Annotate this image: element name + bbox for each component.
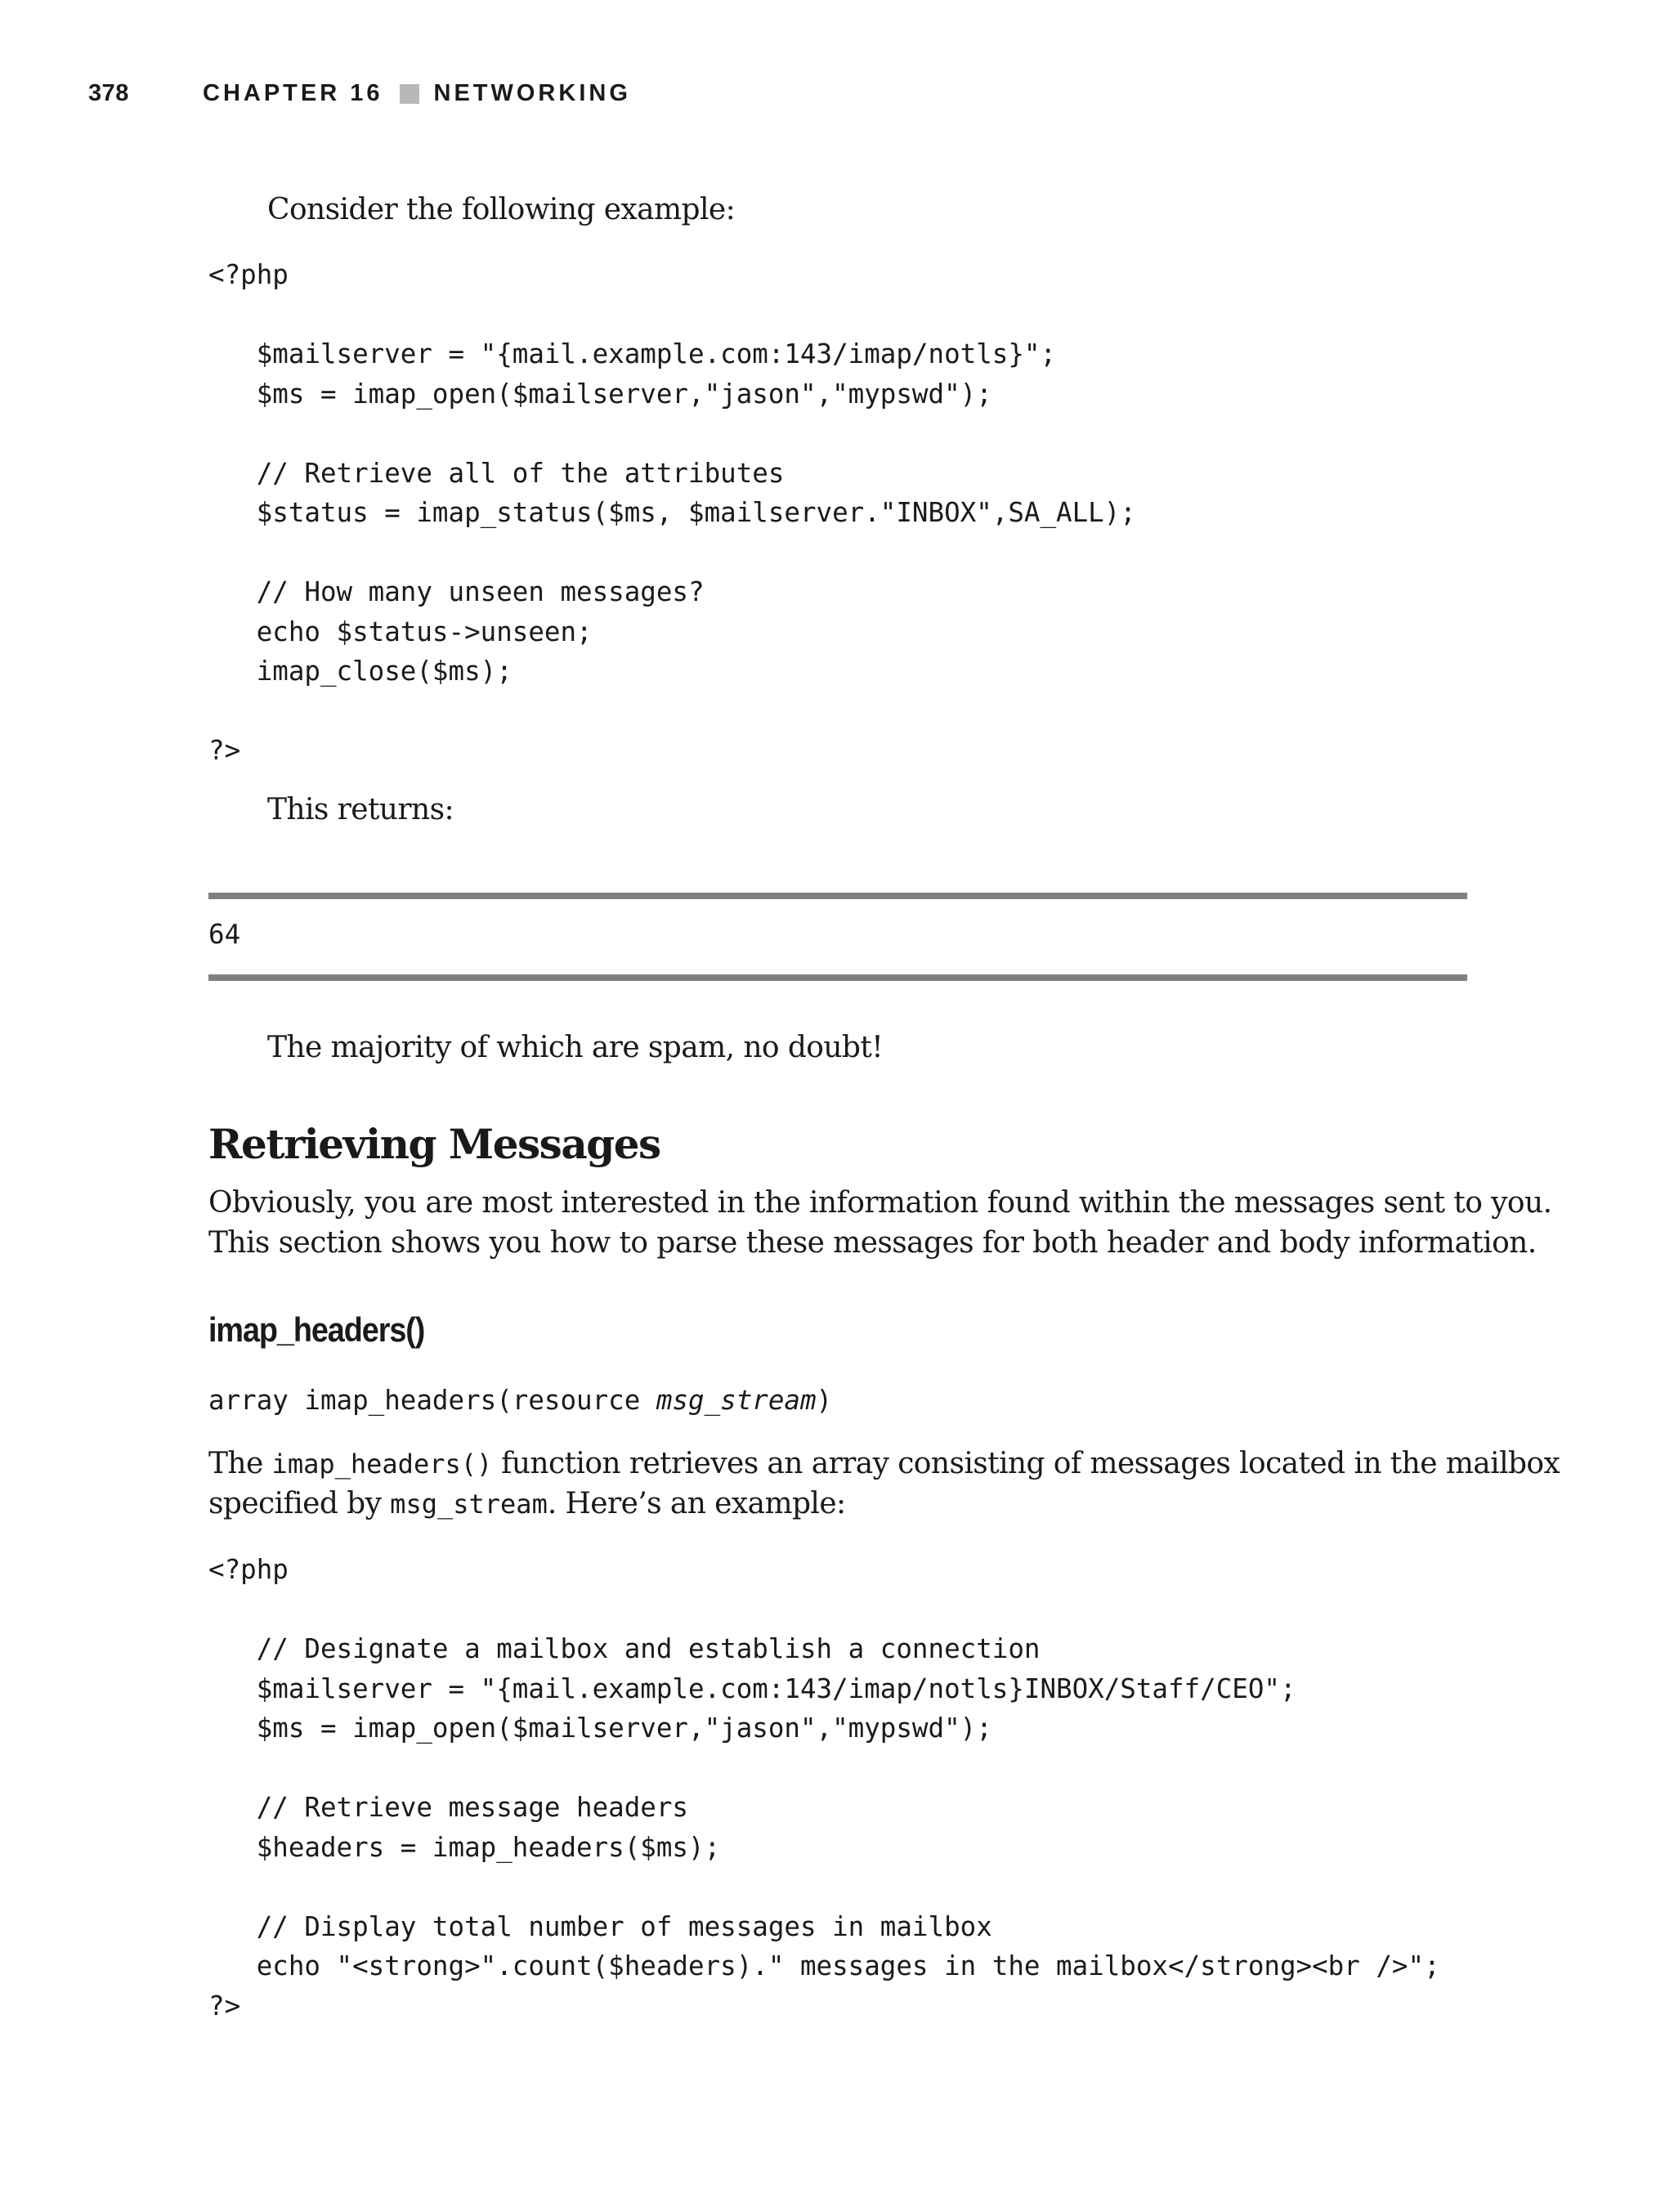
code-line: // Retrieve message headers (208, 1792, 688, 1823)
code-line: $ms = imap_open($mailserver,"jason","mypswd"); (208, 378, 992, 410)
code-line: ?> (208, 1990, 241, 2022)
desc-text: . Here’s an example: (547, 1487, 846, 1520)
signature-suffix: ) (816, 1385, 833, 1416)
signature-prefix: array imap_headers(resource (208, 1385, 656, 1416)
function-heading: imap_headers() (208, 1310, 425, 1349)
code-line: // How many unseen messages? (208, 576, 705, 607)
output-value: 64 (208, 919, 241, 950)
square-separator-icon (400, 84, 419, 104)
code-line (208, 414, 1136, 454)
code-line: $status = imap_status($ms, $mailserver."INBOX",SA_ALL); (208, 497, 1136, 528)
code-line: echo $status->unseen; (208, 616, 593, 647)
code-example-headers (208, 1550, 1440, 2026)
section-body-line: This section shows you how to parse these messages for both header and body information. (208, 1226, 1537, 1260)
code-line (208, 1867, 1440, 1907)
code-line (208, 692, 1136, 732)
desc-text: The (208, 1447, 272, 1480)
code-line: ?> (208, 735, 241, 766)
intro-paragraph: Consider the following example: (267, 193, 736, 226)
signature-param: msg_stream (656, 1385, 817, 1416)
code-line: $mailserver = "{mail.example.com:143/imap/notls}INBOX/Staff/CEO"; (208, 1672, 1296, 1704)
code-line: $ms = imap_open($mailserver,"jason","mypswd"); (208, 1713, 992, 1744)
code-line: <?php (208, 259, 289, 290)
section-body-line: Obviously, you are most interested in the information found within the messages sent to you. (208, 1186, 1552, 1220)
function-signature (208, 1381, 832, 1421)
code-line (208, 295, 1136, 335)
code-line (208, 1749, 1440, 1789)
code-example-status (208, 255, 1136, 771)
output-block (208, 915, 240, 955)
function-description (208, 1444, 1560, 1484)
chapter-title: NETWORKING (433, 80, 631, 106)
chapter-label: CHAPTER 16 (203, 80, 383, 106)
output-top-rule (208, 893, 1467, 899)
after-output-paragraph: The majority of which are spam, no doubt! (267, 1031, 884, 1064)
code-line: // Retrieve all of the attributes (208, 457, 785, 489)
code-line: <?php (208, 1554, 289, 1585)
code-line: $headers = imap_headers($ms); (208, 1831, 721, 1863)
code-line (208, 533, 1136, 573)
page-number: 378 (88, 80, 129, 106)
inline-code: imap_headers() (271, 1449, 493, 1480)
code-line: imap_close($ms); (208, 656, 512, 687)
code-line: $mailserver = "{mail.example.com:143/imap/notls}"; (208, 338, 1057, 369)
desc-text: function retrieves an array consisting of messages located in the mailbox (492, 1447, 1560, 1480)
returns-paragraph: This returns: (267, 793, 454, 826)
desc-text: specified by (208, 1487, 391, 1520)
code-line: echo "<strong>".count($headers)." messages in the mailbox</strong><br />"; (208, 1950, 1440, 1981)
output-bottom-rule (208, 974, 1467, 981)
code-line: // Designate a mailbox and establish a connection (208, 1633, 1041, 1664)
inline-code: msg_stream (390, 1489, 548, 1520)
section-heading: Retrieving Messages (208, 1120, 660, 1168)
running-head (203, 80, 631, 107)
function-description (208, 1484, 1467, 1525)
code-line: // Display total number of messages in mailbox (208, 1910, 992, 1942)
code-line (208, 1590, 1440, 1630)
